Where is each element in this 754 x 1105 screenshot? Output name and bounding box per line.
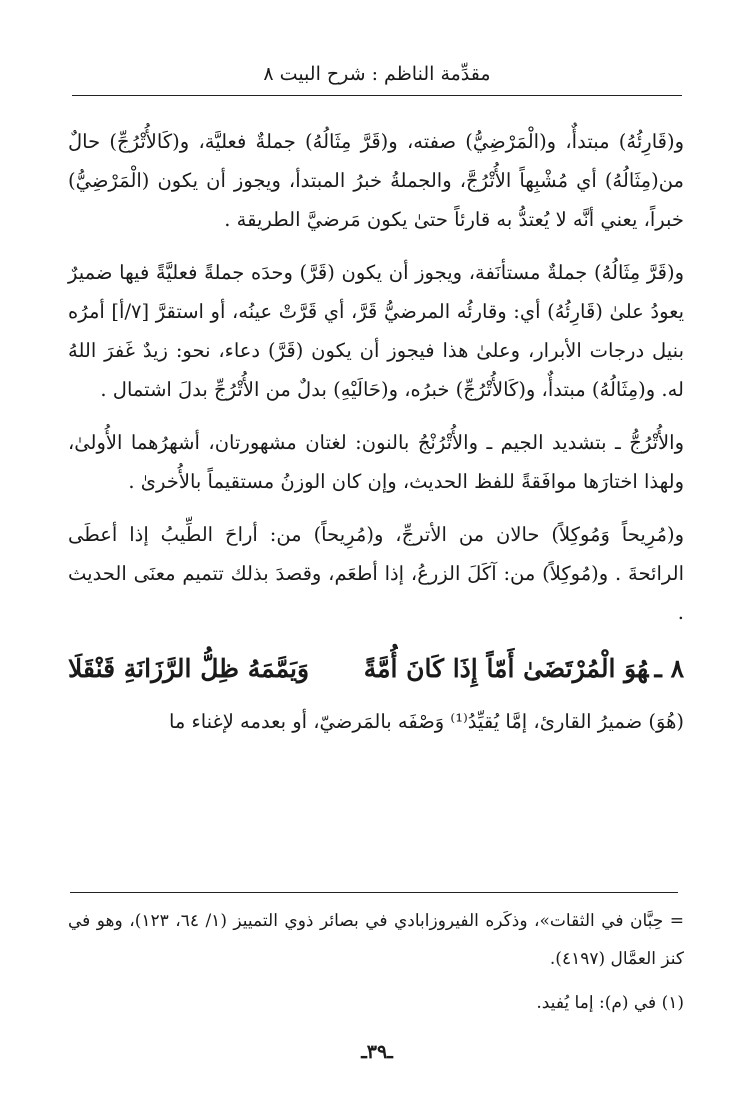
footnote-continued: = حِبَّان في الثقات»، وذكَره الفيروزابادي في بصائر ذوي التمييز (١/ ٦٤، ١٢٣)، وهو في كنز العمَّال (٤١٩٧).	[68, 911, 684, 969]
paragraph-murihan-mukilan: و(مُرِيحاً وَمُوكِلاً) حالان من الأترجِّ، و(مُرِيحاً) من: أراحَ الطِّيبُ إذا أعطَى الرائحةَ . و(مُوكِلاً) من: آكَلَ الزرعُ، إذا أطعَم، وقصدَ بذلك تتميم معنَى الحديث .	[68, 523, 684, 624]
paragraph-grammar-qariuhu: و(قَارِئُهُ) مبتدأٌ، و(الْمَرْضِيُّ) صفته، و(قَرَّ مِثَالُهُ) جملةٌ فعليَّة، و(كَالأُتْرُجِّ) حالٌ من(مِثَالُهُ) أي مُشْبِهاً الأُتْرُجَّ، والجملةُ خبرُ المبتدأ، ويجوز أن يكون (الْمَرْضِيُّ) خبراً، يعني أنَّه لا يُعتدُّ به قارئاً حتىٰ يكون مَرضيَّ الطريقة .	[68, 130, 684, 231]
footnotes	[68, 902, 684, 1028]
verse-number: ٨ ـ	[654, 654, 684, 683]
verse-second-hemistich: وَيَمَّمَهُ ظِلُّ الرَّزَانَةِ قَنْقَلَا	[68, 654, 310, 683]
verse-first-hemistich	[364, 646, 684, 692]
footnote-rule	[70, 892, 678, 893]
paragraph-utrujj: والأُتْرُجُّ ـ بتشديد الجيم ـ والأُتْرُنْجُ بالنون: لغتان مشهورتان، أشهرُهما الأُولىٰ، ولهذا اختارَها موافَقةً للفظ الحديث، وإن كان الوزنُ مستقيماً بالأُخرىٰ .	[68, 431, 684, 493]
running-header: مقدِّمة الناظم : شرح البيت ٨	[263, 63, 491, 85]
paragraph-after-verse: (هُوَ) ضميرُ القارئ، إمَّا يُقيِّدُ⁽¹⁾ وَصْفَه بالمَرضيّ، أو بعدمه لإغناء ما	[168, 710, 684, 733]
poem-verse	[68, 646, 684, 692]
main-text	[68, 122, 684, 755]
paragraph-qarra-mithaluhu: و(قَرَّ مِثَالُهُ) جملةٌ مستأنَفة، ويجوز أن يكون (قَرَّ) وحدَه جملةً فعليَّةً فيها ضميرٌ يعودُ علىٰ (قَارِئُهُ) أي: وقارئُه المرضيُّ قَرَّ، أي قَرَّتْ عينُه، أو استقرَّ [٧/أ] أمرُه بنيل درجات الأبرار، وعلىٰ هذا فيجوز أن يكون (قَرَّ) دعاء، نحو: زيدٌ غَفرَ اللهُ له. و(مِثَالُهُ) مبتدأٌ، و(كَالأُتْرُجِّ) خبرُه، و(حَالَيْهِ) بدلٌ من الأُتْرُجِّ بدلَ اشتمال .	[68, 261, 684, 401]
page-number: ـ٣٩ـ	[361, 1041, 393, 1063]
footnote-1: (١) في (م): إما يُفيد.	[536, 993, 684, 1013]
header-rule	[72, 95, 682, 96]
verse-first-hemistich-text: هُوَ الْمُرْتَضَىٰ أَمّاً إِذَا كَانَ أُمَّةً	[363, 654, 649, 683]
